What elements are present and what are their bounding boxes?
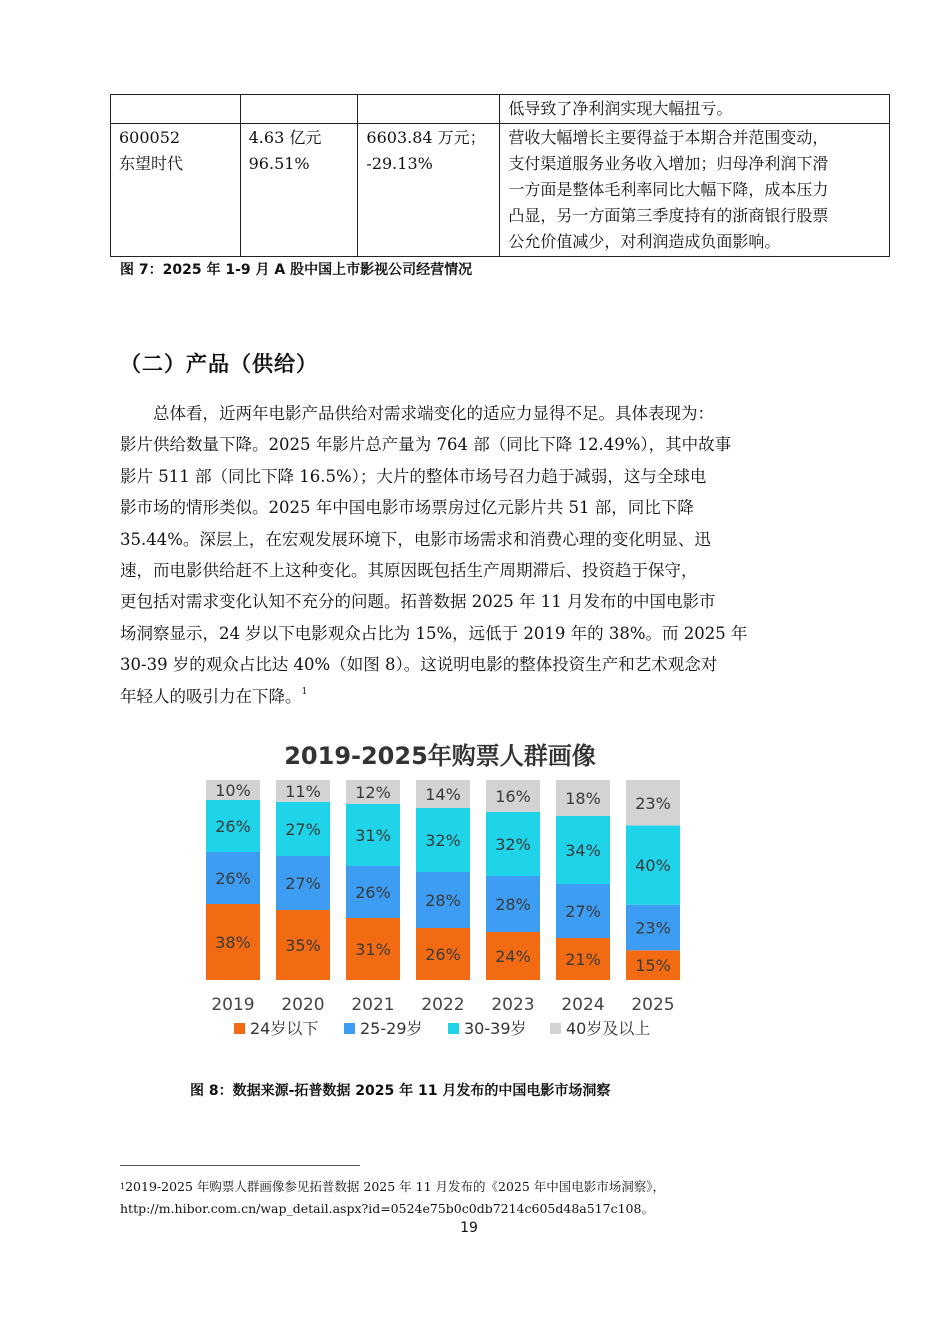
paragraph-line: 影市场的情形类似。2025 年中国电影市场票房过亿元影片共 51 部，同比下降 bbox=[120, 498, 694, 518]
bar-data-label: 35% bbox=[285, 936, 321, 955]
chart-bars bbox=[206, 780, 680, 980]
x-tick-label: 2023 bbox=[491, 995, 535, 1015]
paragraph-line: 35.44%。深层上，在宏观发展环境下，电影市场需求和消费心理的变化明显、迅 bbox=[120, 529, 711, 549]
footnote-divider bbox=[120, 1165, 360, 1166]
legend-label: 30-39岁 bbox=[464, 1019, 527, 1038]
net-profit: 6603.84 万元； bbox=[366, 128, 486, 147]
revenue: 4.63 亿元 bbox=[248, 128, 322, 147]
x-tick-label: 2020 bbox=[281, 995, 325, 1015]
figure-7-caption: 图 7：2025 年 1-9 月 A 股中国上市影视公司经营情况 bbox=[120, 262, 473, 278]
bar-data-label: 23% bbox=[635, 793, 671, 813]
bar-data-label: 27% bbox=[285, 874, 321, 893]
bar-data-label: 24% bbox=[495, 947, 531, 966]
paragraph-line: 影片 511 部（同比下降 16.5%）；大片的整体市场号召力趋于减弱，这与全球电 bbox=[120, 466, 707, 486]
bar-data-label: 26% bbox=[425, 945, 461, 964]
x-tick-label: 2021 bbox=[351, 995, 395, 1015]
bar-data-label: 31% bbox=[355, 940, 391, 959]
bar-data-label: 40% bbox=[635, 856, 671, 876]
chart-legend bbox=[234, 1019, 650, 1038]
buyer-profile-chart bbox=[170, 730, 710, 1050]
legend-label: 25-29岁 bbox=[360, 1019, 423, 1038]
company-name: 东望时代 bbox=[119, 154, 184, 173]
bar-data-label: 23% bbox=[635, 918, 671, 938]
x-tick-label: 2019 bbox=[211, 995, 255, 1015]
bar-data-label: 16% bbox=[495, 787, 531, 806]
bar-data-label: 27% bbox=[565, 902, 601, 921]
paragraph-line: 影片供给数量下降。2025 年影片总产量为 764 部（同比下降 12.49%），其中故事 bbox=[120, 435, 732, 455]
table-row bbox=[111, 124, 890, 257]
paragraph-line: 场洞察显示，24 岁以下电影观众占比为 15%，远低于 2019 年的 38%。而 2025 年 bbox=[120, 623, 748, 643]
paragraph-line: 速，而电影供给赶不上这种变化。其原因既包括生产周期滞后、投资趋于保守， bbox=[120, 561, 698, 581]
revenue-change: 96.51% bbox=[248, 154, 310, 173]
legend-swatch bbox=[550, 1023, 561, 1034]
company-performance-table bbox=[110, 94, 890, 257]
paragraph-line: 总体看，近两年电影产品供给对需求端变化的适应力显得不足。具体表现为： bbox=[153, 404, 714, 423]
chart-title: 2019-2025年购票人群画像 bbox=[284, 742, 596, 770]
bar-data-label: 18% bbox=[565, 789, 601, 808]
footnote-line-1: $^1$2019-2025 年购票人群画像参见拓普数据 2025 年 11 月发布的《2025 年中国电影市场洞察》， bbox=[120, 1179, 666, 1194]
footnote-mark: 1 bbox=[120, 1182, 126, 1191]
legend-swatch bbox=[448, 1023, 459, 1034]
footnote-reference[interactable]: 1 bbox=[301, 686, 308, 697]
footnote-link[interactable]: http://m.hibor.com.cn/wap_detail.aspx?id=0524e75b0c0db7214c605d48a517c108。 bbox=[120, 1201, 654, 1216]
bar-data-label: 15% bbox=[635, 956, 671, 976]
bar-data-label: 38% bbox=[215, 933, 251, 952]
bar-data-label: 14% bbox=[425, 785, 461, 804]
bar-data-label: 21% bbox=[565, 950, 601, 969]
bar-data-label: 11% bbox=[285, 782, 321, 801]
x-tick-label: 2022 bbox=[421, 995, 465, 1015]
paragraph-line: 更包括对需求变化认知不充分的问题。拓普数据 2025 年 11 月发布的中国电影市 bbox=[120, 592, 716, 612]
legend-label: 24岁以下 bbox=[250, 1019, 319, 1038]
bar-data-label: 32% bbox=[495, 835, 531, 854]
stock-code: 600052 bbox=[119, 128, 181, 147]
figure-8-caption: 图 8：数据来源-拓普数据 2025 年 11 月发布的中国电影市场洞察 bbox=[190, 1083, 611, 1099]
bar-data-label: 31% bbox=[355, 826, 391, 845]
x-tick-label: 2025 bbox=[631, 995, 675, 1015]
desc-line: 凸显，另一方面第三季度持有的浙商银行股票 bbox=[508, 206, 829, 225]
bar-data-label: 28% bbox=[495, 895, 531, 914]
desc-line: 公允价值减少，对利润造成负面影响。 bbox=[508, 232, 781, 251]
section-title: （二）产品（供给） bbox=[120, 352, 318, 376]
legend-swatch bbox=[344, 1023, 355, 1034]
bar-data-label: 12% bbox=[355, 783, 391, 802]
bar-data-label: 26% bbox=[215, 869, 251, 888]
footnote bbox=[120, 1176, 665, 1220]
bar-data-label: 32% bbox=[425, 831, 461, 850]
page-number: 19 bbox=[460, 1220, 478, 1236]
bar-data-label: 28% bbox=[425, 891, 461, 910]
x-tick-label: 2024 bbox=[561, 995, 605, 1015]
bar-data-label: 27% bbox=[285, 820, 321, 839]
paragraph-line: 30-39 岁的观众占比达 40%（如图 8）。这说明电影的整体投资生产和艺术观念对 bbox=[120, 655, 718, 675]
net-profit-change: -29.13% bbox=[366, 154, 433, 173]
paragraph-line-last: 年轻人的吸引力在下降。$^1$ bbox=[120, 686, 308, 706]
table-cell-desc: 低导致了净利润实现大幅扭亏。 bbox=[500, 95, 890, 124]
desc-line: 营收大幅增长主要得益于本期合并范围变动， bbox=[508, 128, 829, 147]
legend-label: 40岁及以上 bbox=[566, 1019, 651, 1038]
desc-line: 一方面是整体毛利率同比大幅下降，成本压力 bbox=[508, 180, 829, 199]
bar-data-label: 26% bbox=[355, 883, 391, 902]
bar-data-label: 34% bbox=[565, 841, 601, 860]
legend-swatch bbox=[234, 1023, 245, 1034]
bar-data-label: 26% bbox=[215, 817, 251, 836]
chart-x-labels bbox=[211, 995, 674, 1015]
bar-data-label: 10% bbox=[215, 781, 251, 800]
table-row bbox=[111, 95, 890, 124]
body-paragraph bbox=[120, 398, 820, 712]
desc-line: 支付渠道服务业务收入增加；归母净利润下滑 bbox=[508, 154, 829, 173]
